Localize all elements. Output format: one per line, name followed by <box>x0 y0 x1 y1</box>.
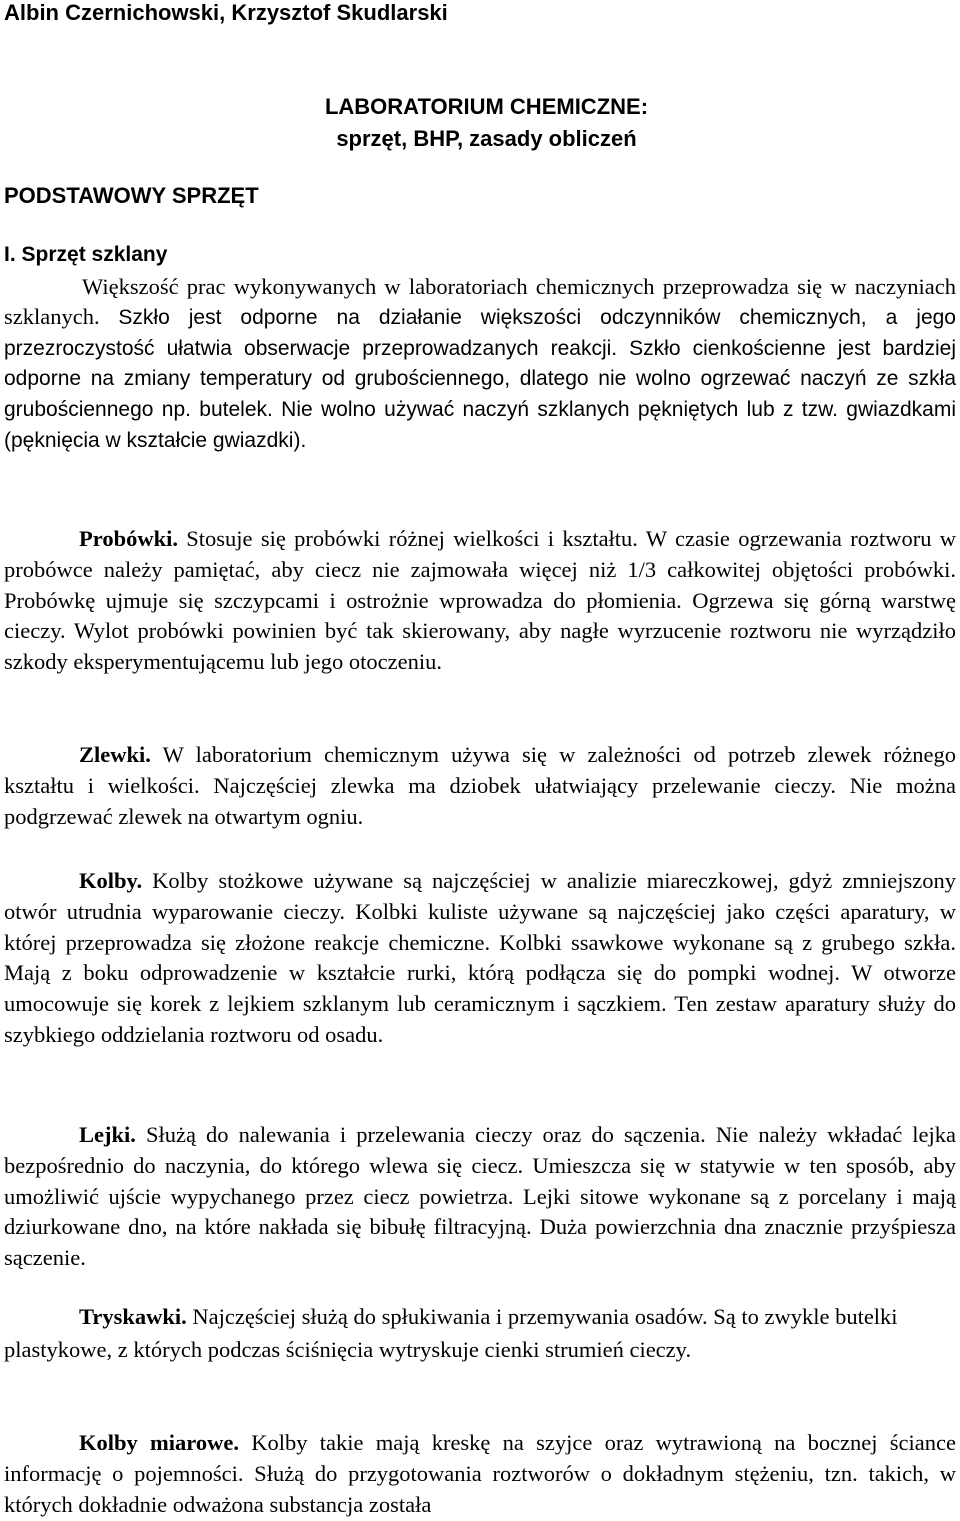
section-heading: PODSTAWOWY SPRZĘT <box>4 183 259 208</box>
paragraph-kolby-miarowe <box>4 1428 956 1520</box>
paragraph-lejki <box>4 1120 956 1274</box>
term-zlewki: Zlewki. <box>79 742 151 767</box>
text-probowki: Stosuje się probówki różnej wielkości i kształtu. W czasie ogrzewania roztworu w probówce należy pamiętać, aby ciecz nie zajmowała więcej niż 1/3 całkowitej objętości probówki. Probówkę ujmuje się szczypcami i ostrożnie wprowadza do płomienia. Ogrzewa się górną warstwę cieczy. Wylot probówki powinien być tak skierowany, aby nagłe wyrzucenie roztworu nie wyrządziło szkody eksperymentującemu lub jego otoczeniu. <box>4 526 956 675</box>
text-kolby-miarowe: Kolby takie mają kreskę na szyjce oraz wytrawioną na bocznej ściance informację o pojemności. Służą do przygotowania roztworów o dokładnym stężeniu, tzn. takich, w których dokładnie odważona substancja została <box>4 1430 956 1517</box>
intro-paragraph <box>4 272 956 456</box>
paragraph-kolby <box>4 866 956 1051</box>
term-probowki: Probówki. <box>79 526 178 551</box>
term-kolby-miarowe: Kolby miarowe. <box>79 1430 239 1455</box>
text-kolby: Kolby stożkowe używane są najczęściej w analizie miareczkowej, gdyż zmniejszony otwór utrudnia wyparowanie cieczy. Kolbki kuliste używane są najczęściej jako części aparatury, w której przeprowadza się złożone reakcje chemiczne. Kolbki ssawkowe wykonane są z grubego szkła. Mają z boku odprowadzenie w kształcie rurki, którą podłącza się do pompki wodnej. W otworze umocowuje się korek z lejkiem szklanym lub ceramicznym i sączkiem. Ten zestaw aparatury służy do szybkiego oddzielania roztworu od osadu. <box>4 868 956 1047</box>
term-kolby: Kolby. <box>79 868 143 893</box>
text-tryskawki: Najczęściej służą do spłukiwania i przemywania osadów. Są to zwykle butelki plastykowe, z których podczas ściśnięcia wytryskuje cienki strumień cieczy. <box>4 1304 898 1362</box>
authors: Albin Czernichowski, Krzysztof Skudlarski <box>4 0 448 25</box>
document-title <box>314 91 659 155</box>
term-lejki: Lejki. <box>79 1122 136 1147</box>
paragraph-zlewki <box>4 740 956 832</box>
term-tryskawki: Tryskawki. <box>79 1304 187 1329</box>
subsection-heading: I. Sprzęt szklany <box>4 243 168 266</box>
title-line-2: sprzęt, BHP, zasady obliczeń <box>336 126 637 151</box>
paragraph-probowki <box>4 524 956 678</box>
paragraph-tryskawki <box>4 1300 956 1366</box>
text-zlewki: W laboratorium chemicznym używa się w zależności od potrzeb zlewek różnego kształtu i wielkości. Najczęściej zlewka ma dziobek ułatwiający przelewanie cieczy. Nie można podgrzewać zlewek na otwartym ogniu. <box>4 742 956 829</box>
title-line-1: LABORATORIUM CHEMICZNE: <box>324 94 649 119</box>
intro-text-2: Szkło jest odporne na działanie większości odczynników chemicznych, a jego przezroczystość ułatwia obserwacje przeprowadzanych reakcji. Szkło cienkościenne jest bardziej odporne na zmiany temperatury od grubościennego, dlatego nie wolno ogrzewać naczyń ze szkła grubościennego np. butelek. Nie wolno używać naczyń szklanych pękniętych lub z tzw. gwiazdkami (pęknięcia w kształcie gwiazdki). <box>4 305 956 452</box>
intro-text-1: Większość prac wykonywanych w laboratoriach chemicznych przeprowadza się w naczyniach szklanych. <box>4 274 956 329</box>
text-lejki: Służą do nalewania i przelewania cieczy oraz do sączenia. Nie należy wkładać lejka bezpośrednio do naczynia, do którego wlewa się ciecz. Umieszcza się w statywie w ten sposób, aby umożliwić ujście wypychanego przez ciecz powietrza. Lejki sitowe wykonane są z porcelany i mają dziurkowane dno, na które nakłada się bibułę filtracyjną. Duża powierzchnia dna znacznie przyśpiesza sączenie. <box>4 1122 956 1271</box>
